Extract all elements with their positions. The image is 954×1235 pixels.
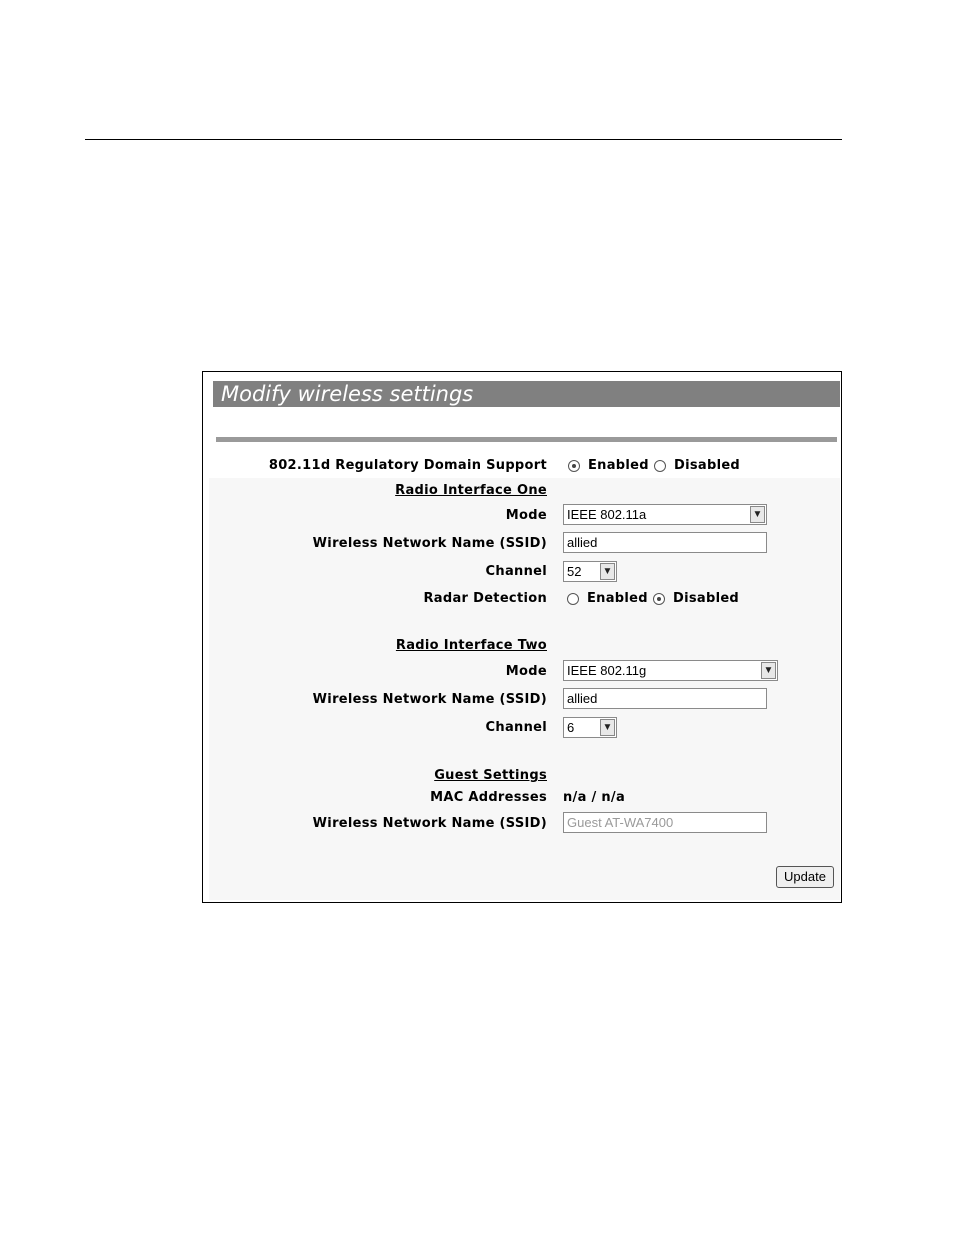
radar-disabled-label: Disabled <box>673 591 740 606</box>
panel-title-bar <box>213 381 840 407</box>
radio-one-ssid-input[interactable] <box>563 532 767 553</box>
regulatory-enabled-label: Enabled <box>588 458 649 473</box>
page-top-rule <box>85 139 842 140</box>
radio-one-mode-label: Mode <box>505 508 547 523</box>
mac-addresses-label: MAC Addresses <box>430 790 547 805</box>
chevron-down-icon[interactable]: ▼ <box>600 563 615 580</box>
panel-title: Modify wireless settings <box>221 382 474 406</box>
radar-enabled-radio[interactable] <box>567 593 579 605</box>
radio-one-mode-select[interactable] <box>563 504 767 525</box>
radar-detection-label: Radar Detection <box>423 591 547 606</box>
guest-ssid-value: Guest AT-WA7400 <box>567 815 674 830</box>
radio-one-ssid-label: Wireless Network Name (SSID) <box>312 536 547 551</box>
regulatory-disabled-radio[interactable] <box>654 460 666 472</box>
radio-two-ssid-input[interactable] <box>563 688 767 709</box>
wireless-settings-panel <box>202 371 842 903</box>
radio-two-channel-value: 6 <box>567 720 575 735</box>
regulatory-disabled-label: Disabled <box>674 458 741 473</box>
radar-enabled-label: Enabled <box>587 591 648 606</box>
radio-one-heading: Radio Interface One <box>395 483 547 498</box>
mac-addresses-value: n/a / n/a <box>563 790 626 805</box>
guest-ssid-input <box>563 812 767 833</box>
regulatory-enabled-radio[interactable] <box>568 460 580 472</box>
radio-two-ssid-label: Wireless Network Name (SSID) <box>312 692 547 707</box>
radio-two-mode-label: Mode <box>505 664 547 679</box>
title-separator <box>216 437 837 442</box>
radio-one-channel-value: 52 <box>567 564 582 579</box>
guest-settings-heading: Guest Settings <box>434 768 547 783</box>
radar-disabled-radio[interactable] <box>653 593 665 605</box>
radio-two-mode-value: IEEE 802.11g <box>567 663 647 678</box>
chevron-down-icon[interactable]: ▼ <box>750 506 765 523</box>
update-button[interactable]: Update <box>776 866 834 888</box>
radio-one-channel-select[interactable] <box>563 561 617 582</box>
regulatory-domain-label: 802.11d Regulatory Domain Support <box>268 458 547 473</box>
chevron-down-icon[interactable]: ▼ <box>600 719 615 736</box>
radio-one-mode-value: IEEE 802.11a <box>567 507 647 522</box>
radio-two-channel-select[interactable] <box>563 717 617 738</box>
radio-two-mode-select[interactable] <box>563 660 778 681</box>
radio-two-channel-label: Channel <box>485 720 547 735</box>
guest-ssid-label: Wireless Network Name (SSID) <box>312 816 547 831</box>
radio-two-ssid-value: allied <box>567 691 598 706</box>
chevron-down-icon[interactable]: ▼ <box>761 662 776 679</box>
radio-one-channel-label: Channel <box>485 564 547 579</box>
radio-one-ssid-value: allied <box>567 535 598 550</box>
radio-two-heading: Radio Interface Two <box>395 638 547 653</box>
